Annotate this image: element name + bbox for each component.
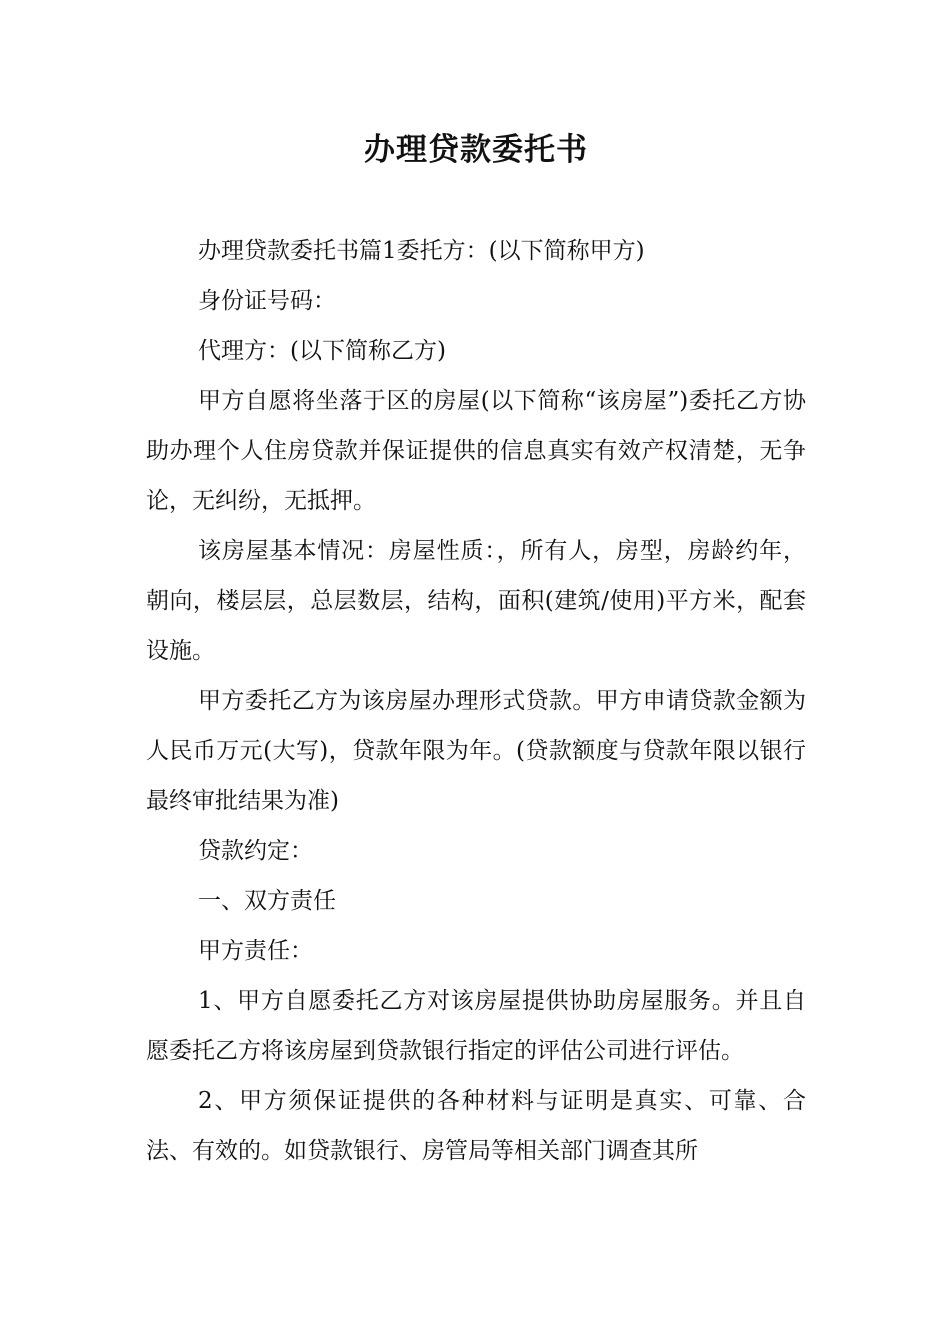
paragraph-property-info: 该房屋基本情况：房屋性质：，所有人，房型，房龄约年，朝向，楼层层，总层数层，结构，面积(建筑/使用)平方米，配套设施。 — [146, 538, 806, 664]
paragraph-agent: 代理方：(以下简称乙方) — [198, 338, 446, 364]
paragraph-intro: 办理贷款委托书篇1委托方：(以下简称甲方) — [198, 238, 645, 264]
document-title: 办理贷款委托书 — [364, 132, 588, 168]
paragraph-property-commission: 甲方自愿将坐落于区的房屋(以下简称“该房屋”)委托乙方协助办理个人住房贷款并保证提供的信息真实有效产权清楚，无争论，无纠纷，无抵押。 — [146, 388, 806, 514]
document-body — [146, 226, 806, 1176]
paragraph-section-one-heading: 一、双方责任 — [198, 888, 336, 914]
paragraph-id-number: 身份证号码： — [198, 288, 336, 314]
document-page — [146, 0, 806, 1344]
paragraph-loan-terms-heading: 贷款约定： — [198, 838, 313, 864]
paragraph-item-1: 1、甲方自愿委托乙方对该房屋提供协助房屋服务。并且自愿委托乙方将该房屋到贷款银行指定的评估公司进行评估。 — [146, 988, 806, 1064]
paragraph-loan-application: 甲方委托乙方为该房屋办理形式贷款。甲方申请贷款金额为人民币万元(大写)，贷款年限为年。(贷款额度与贷款年限以银行最终审批结果为准) — [146, 688, 806, 814]
paragraph-party-a-heading: 甲方责任： — [198, 938, 313, 964]
paragraph-item-2: 2、甲方须保证提供的各种材料与证明是真实、可靠、合法、有效的。如贷款银行、房管局等相关部门调查其所 — [146, 1088, 806, 1164]
